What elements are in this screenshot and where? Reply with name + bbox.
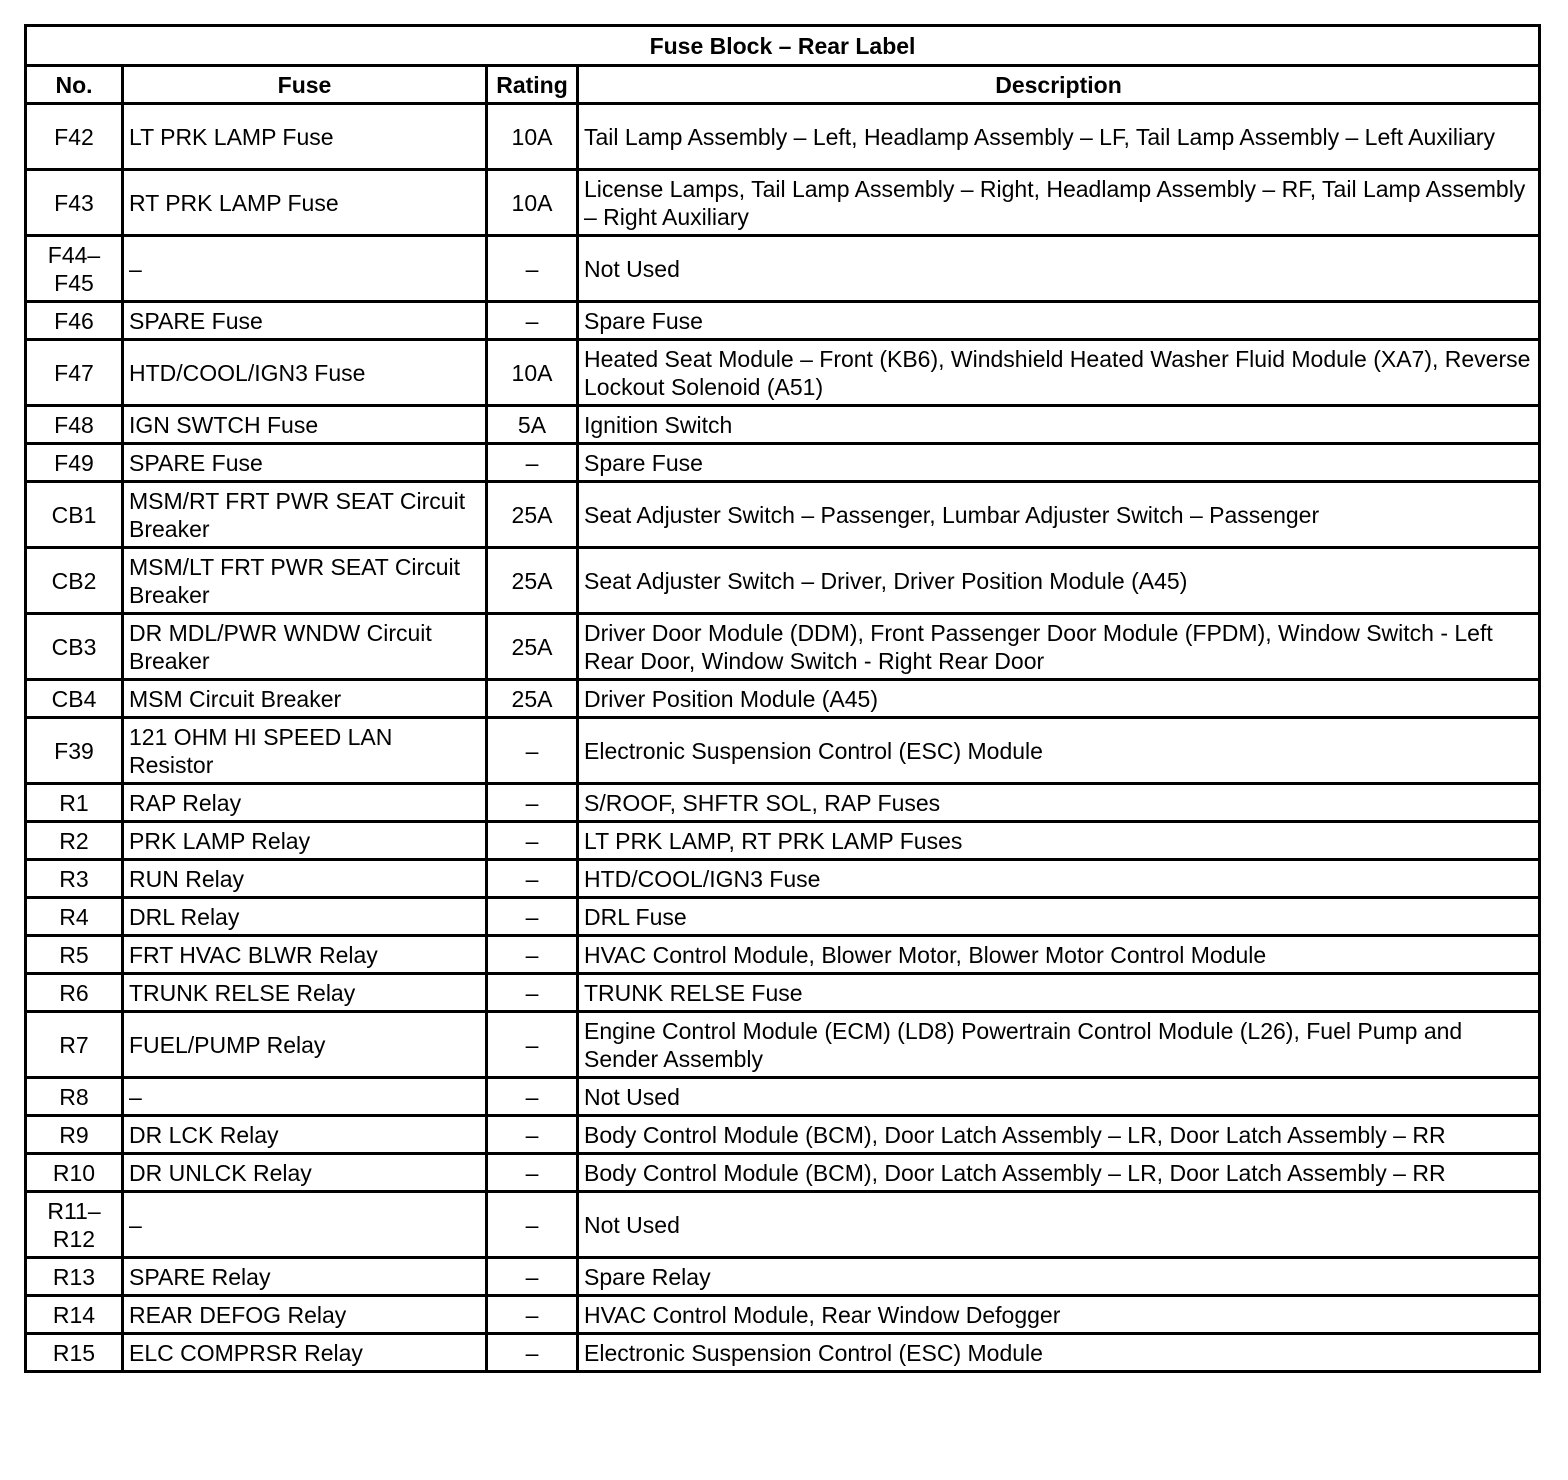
cell-fuse: SPARE Relay (123, 1258, 487, 1296)
cell-fuse: FUEL/PUMP Relay (123, 1012, 487, 1078)
cell-no: CB2 (26, 548, 123, 614)
cell-no: R3 (26, 860, 123, 898)
cell-description: DRL Fuse (578, 898, 1540, 936)
cell-no: F44– F45 (26, 236, 123, 302)
cell-rating: – (487, 1258, 578, 1296)
cell-fuse: RT PRK LAMP Fuse (123, 170, 487, 236)
cell-fuse: SPARE Fuse (123, 444, 487, 482)
cell-no: R13 (26, 1258, 123, 1296)
cell-no: CB3 (26, 614, 123, 680)
cell-description: Not Used (578, 1078, 1540, 1116)
cell-fuse: DR UNLCK Relay (123, 1154, 487, 1192)
cell-rating: – (487, 1154, 578, 1192)
cell-no: R4 (26, 898, 123, 936)
cell-fuse: TRUNK RELSE Relay (123, 974, 487, 1012)
cell-rating: – (487, 860, 578, 898)
cell-rating: 5A (487, 406, 578, 444)
cell-no: R5 (26, 936, 123, 974)
column-header-rating: Rating (487, 66, 578, 104)
cell-fuse: DR LCK Relay (123, 1116, 487, 1154)
table-row (26, 680, 1540, 718)
cell-description: Not Used (578, 236, 1540, 302)
cell-fuse: LT PRK LAMP Fuse (123, 104, 487, 170)
table-title: Fuse Block – Rear Label (26, 26, 1540, 66)
table-row (26, 822, 1540, 860)
cell-no: CB1 (26, 482, 123, 548)
cell-no: F46 (26, 302, 123, 340)
cell-rating: – (487, 236, 578, 302)
cell-description: HVAC Control Module, Blower Motor, Blower Motor Control Module (578, 936, 1540, 974)
cell-rating: 10A (487, 340, 578, 406)
cell-no: R10 (26, 1154, 123, 1192)
cell-no: R15 (26, 1334, 123, 1372)
cell-fuse: – (123, 1078, 487, 1116)
cell-rating: – (487, 1296, 578, 1334)
cell-fuse: DR MDL/PWR WNDW Circuit Breaker (123, 614, 487, 680)
cell-description: Spare Relay (578, 1258, 1540, 1296)
cell-description: Body Control Module (BCM), Door Latch Assembly – LR, Door Latch Assembly – RR (578, 1116, 1540, 1154)
table-row (26, 548, 1540, 614)
table-row (26, 1192, 1540, 1258)
cell-description: Ignition Switch (578, 406, 1540, 444)
cell-fuse: FRT HVAC BLWR Relay (123, 936, 487, 974)
table-row (26, 1258, 1540, 1296)
cell-rating: – (487, 718, 578, 784)
cell-fuse: RUN Relay (123, 860, 487, 898)
table-row (26, 1334, 1540, 1372)
table-row (26, 170, 1540, 236)
cell-fuse: – (123, 1192, 487, 1258)
cell-rating: 10A (487, 170, 578, 236)
cell-no: F39 (26, 718, 123, 784)
table-row (26, 860, 1540, 898)
cell-fuse: HTD/COOL/IGN3 Fuse (123, 340, 487, 406)
cell-no: F47 (26, 340, 123, 406)
cell-fuse: MSM/LT FRT PWR SEAT Circuit Breaker (123, 548, 487, 614)
cell-rating: – (487, 444, 578, 482)
table-row (26, 1078, 1540, 1116)
cell-description: Electronic Suspension Control (ESC) Module (578, 1334, 1540, 1372)
cell-rating: 25A (487, 680, 578, 718)
table-row (26, 974, 1540, 1012)
cell-fuse: MSM/RT FRT PWR SEAT Circuit Breaker (123, 482, 487, 548)
cell-rating: 25A (487, 548, 578, 614)
cell-description: Spare Fuse (578, 444, 1540, 482)
cell-rating: 25A (487, 614, 578, 680)
cell-fuse: PRK LAMP Relay (123, 822, 487, 860)
column-header-description: Description (578, 66, 1540, 104)
cell-rating: – (487, 1012, 578, 1078)
cell-description: Engine Control Module (ECM) (LD8) Powertrain Control Module (L26), Fuel Pump and Sender Assembly (578, 1012, 1540, 1078)
cell-no: R11– R12 (26, 1192, 123, 1258)
cell-fuse: REAR DEFOG Relay (123, 1296, 487, 1334)
cell-no: R9 (26, 1116, 123, 1154)
table-row (26, 718, 1540, 784)
cell-fuse: SPARE Fuse (123, 302, 487, 340)
cell-fuse: RAP Relay (123, 784, 487, 822)
cell-rating: – (487, 1192, 578, 1258)
table-row (26, 898, 1540, 936)
cell-fuse: MSM Circuit Breaker (123, 680, 487, 718)
cell-description: HVAC Control Module, Rear Window Defogger (578, 1296, 1540, 1334)
cell-rating: – (487, 974, 578, 1012)
cell-rating: – (487, 898, 578, 936)
table-row (26, 482, 1540, 548)
table-row (26, 406, 1540, 444)
table-row (26, 104, 1540, 170)
table-row (26, 936, 1540, 974)
cell-description: Spare Fuse (578, 302, 1540, 340)
cell-no: F48 (26, 406, 123, 444)
cell-no: F43 (26, 170, 123, 236)
cell-fuse: DRL Relay (123, 898, 487, 936)
cell-no: R14 (26, 1296, 123, 1334)
table-row (26, 1012, 1540, 1078)
cell-rating: – (487, 302, 578, 340)
cell-no: R1 (26, 784, 123, 822)
cell-no: R8 (26, 1078, 123, 1116)
cell-rating: – (487, 1078, 578, 1116)
cell-description: HTD/COOL/IGN3 Fuse (578, 860, 1540, 898)
cell-no: CB4 (26, 680, 123, 718)
cell-rating: – (487, 1116, 578, 1154)
cell-no: F49 (26, 444, 123, 482)
table-row (26, 1116, 1540, 1154)
cell-rating: – (487, 784, 578, 822)
cell-fuse: ELC COMPRSR Relay (123, 1334, 487, 1372)
column-header-fuse: Fuse (123, 66, 487, 104)
cell-description: Seat Adjuster Switch – Passenger, Lumbar Adjuster Switch – Passenger (578, 482, 1540, 548)
cell-no: R2 (26, 822, 123, 860)
cell-description: Tail Lamp Assembly – Left, Headlamp Assembly – LF, Tail Lamp Assembly – Left Auxiliary (578, 104, 1540, 170)
table-row (26, 340, 1540, 406)
fuse-block-table (24, 24, 1541, 1373)
cell-description: Driver Position Module (A45) (578, 680, 1540, 718)
cell-description: Heated Seat Module – Front (KB6), Windshield Heated Washer Fluid Module (XA7), Reverse Lockout Solenoid (A51) (578, 340, 1540, 406)
table-row (26, 784, 1540, 822)
table-row (26, 1154, 1540, 1192)
cell-description: Body Control Module (BCM), Door Latch Assembly – LR, Door Latch Assembly – RR (578, 1154, 1540, 1192)
cell-description: License Lamps, Tail Lamp Assembly – Right, Headlamp Assembly – RF, Tail Lamp Assembly – Right Auxiliary (578, 170, 1540, 236)
cell-rating: – (487, 822, 578, 860)
table-row (26, 302, 1540, 340)
cell-rating: 25A (487, 482, 578, 548)
cell-description: LT PRK LAMP, RT PRK LAMP Fuses (578, 822, 1540, 860)
cell-no: R7 (26, 1012, 123, 1078)
cell-description: Not Used (578, 1192, 1540, 1258)
table-row (26, 614, 1540, 680)
cell-description: S/ROOF, SHFTR SOL, RAP Fuses (578, 784, 1540, 822)
cell-fuse: – (123, 236, 487, 302)
cell-description: Electronic Suspension Control (ESC) Module (578, 718, 1540, 784)
cell-no: R6 (26, 974, 123, 1012)
cell-description: TRUNK RELSE Fuse (578, 974, 1540, 1012)
cell-rating: – (487, 936, 578, 974)
cell-fuse: 121 OHM HI SPEED LAN Resistor (123, 718, 487, 784)
cell-description: Seat Adjuster Switch – Driver, Driver Position Module (A45) (578, 548, 1540, 614)
table-row (26, 236, 1540, 302)
column-header-no: No. (26, 66, 123, 104)
cell-rating: – (487, 1334, 578, 1372)
cell-fuse: IGN SWTCH Fuse (123, 406, 487, 444)
cell-description: Driver Door Module (DDM), Front Passenger Door Module (FPDM), Window Switch - Left Rear Door, Window Switch - Right Rear Door (578, 614, 1540, 680)
cell-no: F42 (26, 104, 123, 170)
table-row (26, 444, 1540, 482)
table-row (26, 1296, 1540, 1334)
cell-rating: 10A (487, 104, 578, 170)
